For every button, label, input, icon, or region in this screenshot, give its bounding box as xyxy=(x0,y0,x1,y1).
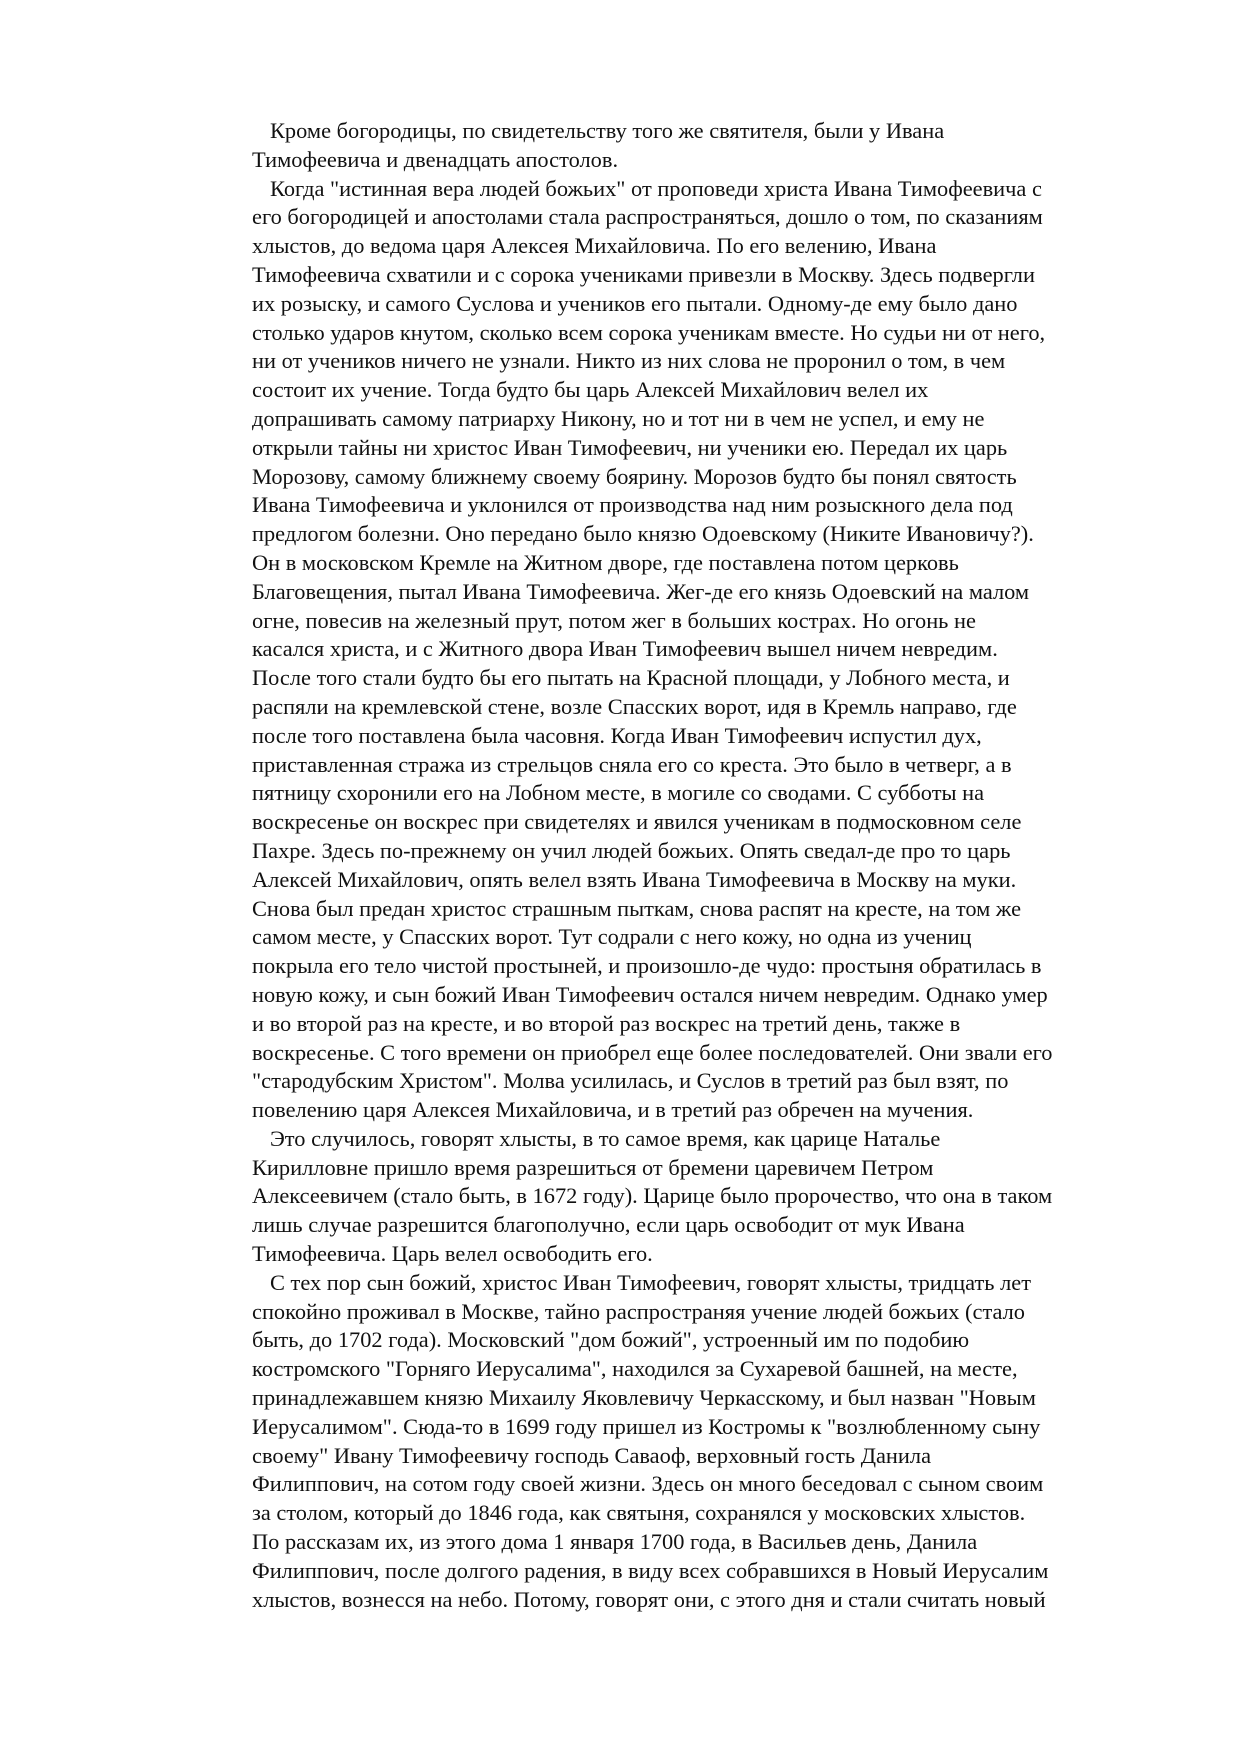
text-line: По рассказам их, из этого дома 1 января 1700 года, в Васильев день, Данила xyxy=(252,1529,978,1555)
text-line: хлыстов, вознесся на небо. Потому, говорят они, с этого дня и стали считать новый xyxy=(252,1586,1046,1612)
text-line: Он в московском Кремле на Житном дворе, где поставлена потом церковь xyxy=(252,549,959,575)
text-line: допрашивать самому патриарху Никону, но и тот ни в чем не успел, и ему не xyxy=(252,405,985,431)
text-line: приставленная стража из стрельцов сняла его со креста. Это было в четверг, а в xyxy=(252,751,1012,777)
text-line: быть, до 1702 года). Московский "дом божий", устроенный им по подобию xyxy=(252,1327,970,1353)
text-line: ни от учеников ничего не узнали. Никто из них слова не проронил о том, в чем xyxy=(252,348,1006,374)
text-line: новую кожу, и сын божий Иван Тимофеевич остался ничем невредим. Однако умер xyxy=(252,981,1048,1007)
text-line: своему" Ивану Тимофеевичу господь Саваоф, верховный гость Данила xyxy=(252,1442,932,1468)
text-line: Филиппович, после долгого радения, в виду всех собравшихся в Новый Иерусалим xyxy=(252,1557,1049,1583)
text-line: С тех пор сын божий, христос Иван Тимофеевич, говорят хлысты, тридцать лет xyxy=(270,1269,1032,1295)
text-line: Снова был предан христос страшным пыткам, снова распят на кресте, на том же xyxy=(252,895,1022,921)
text-line: Тимофеевича схватили и с сорока учениками привезли в Москву. Здесь подвергли xyxy=(252,261,1035,287)
text-line: Морозову, самому ближнему своему боярину. Морозов будто бы понял святость xyxy=(252,463,1017,489)
text-line: и во второй раз на кресте, и во второй раз воскрес на третий день, также в xyxy=(252,1010,961,1036)
body-text xyxy=(252,117,1152,1614)
text-line: воскресенье он воскрес при свидетелях и явился ученикам в подмосковном селе xyxy=(252,809,1022,835)
text-line: столько ударов кнутом, сколько всем сорока ученикам вместе. Но судьи ни от него, xyxy=(252,319,1046,345)
text-line: Когда "истинная вера людей божьих" от проповеди христа Ивана Тимофеевича с xyxy=(270,175,1042,201)
text-line: Тимофеевича. Царь велел освободить его. xyxy=(252,1241,653,1267)
text-line: Иерусалимом". Сюда-то в 1699 году пришел из Костромы к "возлюбленному сыну xyxy=(252,1413,1041,1439)
text-line: огне, повесив на железный прут, потом жег в больших кострах. Но огонь не xyxy=(252,607,976,633)
text-line: предлогом болезни. Оно передано было князю Одоевскому (Никите Ивановичу?). xyxy=(252,521,1034,547)
text-line: Алексеевичем (стало быть, в 1672 году). Царице было пророчество, что она в таком xyxy=(252,1183,1053,1209)
text-line: открыли тайны ни христос Иван Тимофеевич, ни ученики ею. Передал их царь xyxy=(252,434,1008,460)
text-line: Филиппович, на сотом году своей жизни. Здесь он много беседовал с сыном своим xyxy=(252,1471,1044,1497)
text-line: костромского "Горняго Иерусалима", находился за Сухаревой башней, на месте, xyxy=(252,1356,1018,1382)
text-line: состоит их учение. Тогда будто бы царь Алексей Михайлович велел их xyxy=(252,377,929,403)
text-line: Кроме богородицы, по свидетельству того же святителя, были у Ивана xyxy=(270,118,945,143)
text-line: повелению царя Алексея Михайловича, и в третий раз обречен на мучения. xyxy=(252,1097,974,1123)
text-line: "стародубским Христом". Молва усилилась, и Суслов в третий раз был взят, по xyxy=(252,1068,1009,1094)
text-line: Ивана Тимофеевича и уклонился от производства над ним розыскного дела под xyxy=(252,492,1013,518)
text-line: после того поставлена была часовня. Когда Иван Тимофеевич испустил дух, xyxy=(252,722,982,748)
text-line: самом месте, у Спасских ворот. Тут содрали с него кожу, но одна из учениц xyxy=(252,924,972,950)
text-line: их розыску, и самого Суслова и учеников его пытали. Одному-де ему было дано xyxy=(252,290,1018,316)
text-line: Тимофеевича и двенадцать апостолов. xyxy=(252,146,619,172)
text-line: Пахре. Здесь по-прежнему он учил людей божьих. Опять сведал-де про то царь xyxy=(252,837,1011,863)
text-line: Благовещения, пытал Ивана Тимофеевича. Жег-де его князь Одоевский на малом xyxy=(252,578,1030,604)
text-line: Алексей Михайлович, опять велел взять Ивана Тимофеевича в Москву на муки. xyxy=(252,866,1017,892)
text-line: принадлежавшем князю Михаилу Яковлевичу Черкасскому, и был назван "Новым xyxy=(252,1385,1036,1411)
text-line: его богородицей и апостолами стала распространяться, дошло о том, по сказаниям xyxy=(252,204,1043,230)
text-line: пятницу схоронили его на Лобном месте, в могиле со сводами. С субботы на xyxy=(252,780,985,806)
text-line: касался христа, и с Житного двора Иван Тимофеевич вышел ничем невредим. xyxy=(252,636,998,662)
text-line: лишь случае разрешится благополучно, если царь освободит от мук Ивана xyxy=(252,1212,965,1238)
text-line: После того стали будто бы его пытать на Красной площади, у Лобного места, и xyxy=(252,665,1010,691)
text-line: хлыстов, до ведома царя Алексея Михайловича. По его велению, Ивана xyxy=(252,233,937,259)
text-line: воскресенье. С того времени он приобрел еще более последователей. Они звали его xyxy=(252,1039,1053,1065)
text-line: за столом, который до 1846 года, как святыня, сохранялся у московских хлыстов. xyxy=(252,1500,1026,1526)
text-line: спокойно проживал в Москве, тайно распространяя учение людей божьих (стало xyxy=(252,1298,1026,1324)
text-line: распяли на кремлевской стене, возле Спасских ворот, идя в Кремль направо, где xyxy=(252,693,1017,719)
text-line: покрыла его тело чистой простыней, и произошло-де чудо: простыня обратилась в xyxy=(252,953,1042,979)
text-line: Это случилось, говорят хлысты, в то самое время, как царице Наталье xyxy=(270,1125,941,1151)
text-line: Кирилловне пришло время разрешиться от бремени царевичем Петром xyxy=(252,1154,934,1180)
